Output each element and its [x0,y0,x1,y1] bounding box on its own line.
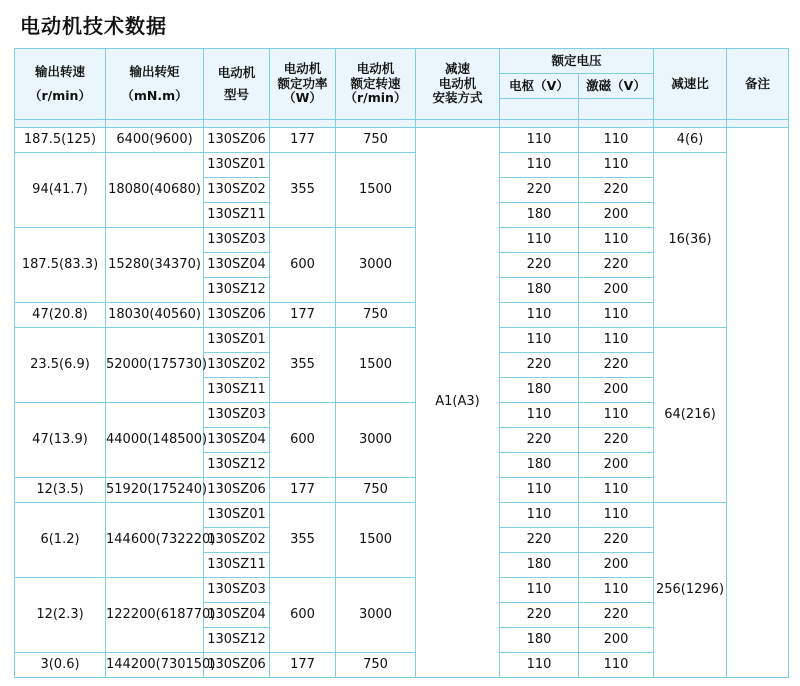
spec-body [15,128,789,678]
rated-speed-cell: 1500 [336,153,416,228]
armature-voltage-cell: 180 [500,203,579,228]
excitation-voltage-cell: 200 [579,378,654,403]
output-torque-cell: 18080(40680) [106,153,204,228]
armature-voltage-cell: 110 [500,153,579,178]
rated-speed-cell: 3000 [336,578,416,653]
reduction-ratio-cell: 256(1296) [654,503,727,678]
table-row [15,128,789,153]
rated-speed-cell: 750 [336,303,416,328]
excitation-voltage-cell: 110 [579,128,654,153]
armature-voltage-cell: 110 [500,478,579,503]
motor-model-cell: 130SZ11 [204,203,270,228]
armature-voltage-cell: 110 [500,328,579,353]
motor-model-cell: 130SZ02 [204,178,270,203]
header-ratio: 减速比 [654,49,727,120]
table-row [15,153,789,178]
armature-voltage-cell: 220 [500,528,579,553]
rated-speed-cell: 750 [336,653,416,678]
rated-power-cell: 177 [270,478,336,503]
excitation-voltage-cell: 110 [579,653,654,678]
motor-model-cell: 130SZ04 [204,428,270,453]
output-torque-cell: 51920(175240) [106,478,204,503]
armature-voltage-cell: 110 [500,653,579,678]
header-excitation-blank [579,99,654,120]
motor-model-cell: 130SZ06 [204,653,270,678]
rated-power-cell: 600 [270,578,336,653]
excitation-voltage-cell: 220 [579,253,654,278]
header-motor-model: 电动机 型号 [204,49,270,120]
table-row [15,503,789,528]
rated-speed-cell: 1500 [336,503,416,578]
rated-speed-cell: 1500 [336,328,416,403]
excitation-voltage-cell: 110 [579,328,654,353]
armature-voltage-cell: 180 [500,378,579,403]
motor-model-cell: 130SZ06 [204,128,270,153]
motor-model-cell: 130SZ06 [204,303,270,328]
excitation-voltage-cell: 200 [579,628,654,653]
output-torque-cell: 144600(732220) [106,503,204,578]
motor-model-cell: 130SZ11 [204,553,270,578]
armature-voltage-cell: 110 [500,128,579,153]
rated-power-cell: 177 [270,128,336,153]
motor-model-cell: 130SZ03 [204,578,270,603]
armature-voltage-cell: 110 [500,578,579,603]
output-speed-cell: 47(13.9) [15,403,106,478]
motor-model-cell: 130SZ12 [204,278,270,303]
armature-voltage-cell: 110 [500,303,579,328]
output-torque-cell: 44000(148500) [106,403,204,478]
excitation-voltage-cell: 220 [579,178,654,203]
header-output-speed: 输出转速 （r/min） [15,49,106,120]
motor-model-cell: 130SZ03 [204,403,270,428]
output-torque-cell: 18030(40560) [106,303,204,328]
excitation-voltage-cell: 200 [579,453,654,478]
excitation-voltage-cell: 110 [579,403,654,428]
rated-speed-cell: 750 [336,128,416,153]
motor-model-cell: 130SZ01 [204,153,270,178]
armature-voltage-cell: 180 [500,278,579,303]
armature-voltage-cell: 180 [500,628,579,653]
reduction-ratio-cell: 16(36) [654,153,727,328]
armature-voltage-cell: 220 [500,428,579,453]
armature-voltage-cell: 180 [500,453,579,478]
excitation-voltage-cell: 220 [579,603,654,628]
output-torque-cell: 52000(175730) [106,328,204,403]
header-reducer-mount: 减速 电动机 安装方式 [416,49,500,120]
output-speed-cell: 94(41.7) [15,153,106,228]
excitation-voltage-cell: 200 [579,203,654,228]
armature-voltage-cell: 220 [500,603,579,628]
motor-model-cell: 130SZ03 [204,228,270,253]
excitation-voltage-cell: 110 [579,503,654,528]
reduction-ratio-cell: 4(6) [654,128,727,153]
armature-voltage-cell: 110 [500,228,579,253]
armature-voltage-cell: 110 [500,503,579,528]
armature-voltage-cell: 220 [500,353,579,378]
output-speed-cell: 12(2.3) [15,578,106,653]
excitation-voltage-cell: 200 [579,553,654,578]
motor-model-cell: 130SZ12 [204,628,270,653]
header-output-torque: 输出转矩 （mN.m） [106,49,204,120]
motor-model-cell: 130SZ11 [204,378,270,403]
output-speed-cell: 47(20.8) [15,303,106,328]
armature-voltage-cell: 220 [500,253,579,278]
rated-power-cell: 600 [270,228,336,303]
excitation-voltage-cell: 110 [579,153,654,178]
header-armature: 电枢（V） [500,74,579,99]
table-row [15,328,789,353]
rated-speed-cell: 3000 [336,403,416,478]
rated-power-cell: 177 [270,303,336,328]
excitation-voltage-cell: 220 [579,353,654,378]
excitation-voltage-cell: 200 [579,278,654,303]
output-speed-cell: 3(0.6) [15,653,106,678]
rated-power-cell: 355 [270,153,336,228]
rated-speed-cell: 3000 [336,228,416,303]
motor-model-cell: 130SZ01 [204,328,270,353]
rated-power-cell: 355 [270,503,336,578]
rated-power-cell: 600 [270,403,336,478]
motor-model-cell: 130SZ01 [204,503,270,528]
excitation-voltage-cell: 110 [579,478,654,503]
rated-speed-cell: 750 [336,478,416,503]
page-title: 电动机技术数据 [20,14,167,38]
output-torque-cell: 15280(34370) [106,228,204,303]
armature-voltage-cell: 180 [500,553,579,578]
armature-voltage-cell: 110 [500,403,579,428]
motor-spec-table [14,48,789,678]
excitation-voltage-cell: 110 [579,303,654,328]
excitation-voltage-cell: 220 [579,528,654,553]
output-torque-cell: 6400(9600) [106,128,204,153]
motor-model-cell: 130SZ04 [204,253,270,278]
output-speed-cell: 187.5(125) [15,128,106,153]
rated-power-cell: 177 [270,653,336,678]
header-rated-speed: 电动机 额定转速 （r/min） [336,49,416,120]
header-armature-blank [500,99,579,120]
motor-model-cell: 130SZ02 [204,528,270,553]
rated-power-cell: 355 [270,328,336,403]
output-speed-cell: 187.5(83.3) [15,228,106,303]
motor-model-cell: 130SZ04 [204,603,270,628]
armature-voltage-cell: 220 [500,178,579,203]
reduction-ratio-cell: 64(216) [654,328,727,503]
output-speed-cell: 23.5(6.9) [15,328,106,403]
output-speed-cell: 12(3.5) [15,478,106,503]
header-rated-power: 电动机 额定功率 （W） [270,49,336,120]
header-spacer-row [15,120,789,128]
excitation-voltage-cell: 220 [579,428,654,453]
output-torque-cell: 122200(618770) [106,578,204,653]
reducer-mount-cell: A1(A3) [416,128,500,678]
header-excitation: 激磁（V） [579,74,654,99]
excitation-voltage-cell: 110 [579,228,654,253]
header-remark: 备注 [727,49,789,120]
motor-model-cell: 130SZ02 [204,353,270,378]
excitation-voltage-cell: 110 [579,578,654,603]
motor-model-cell: 130SZ06 [204,478,270,503]
motor-model-cell: 130SZ12 [204,453,270,478]
remark-cell [727,128,789,678]
output-speed-cell: 6(1.2) [15,503,106,578]
header-rated-voltage: 额定电压 [500,49,654,74]
output-torque-cell: 144200(730150) [106,653,204,678]
